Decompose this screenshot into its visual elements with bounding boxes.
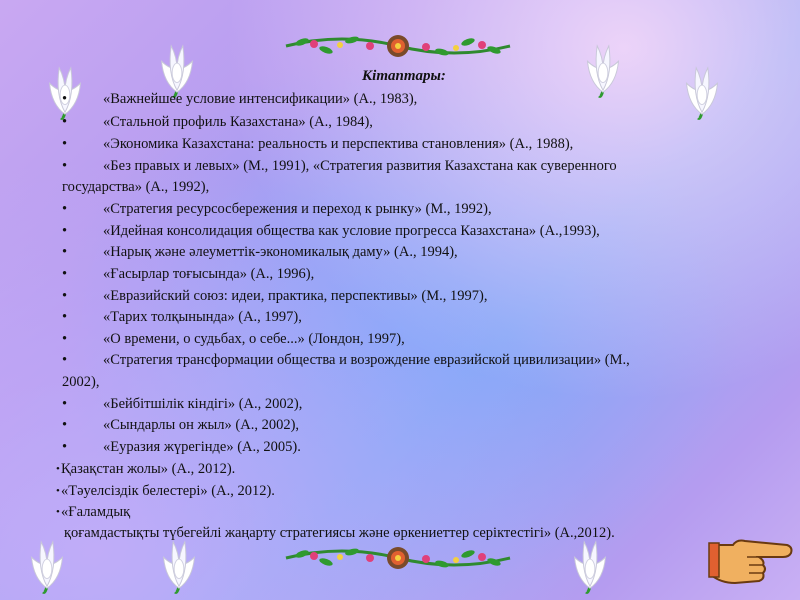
list-item-continuation: государства» (А., 1992), [62, 179, 210, 195]
bullet-icon: • [62, 114, 68, 130]
list-item: «Идейная консолидация общества как условие прогресса Казахстана» (А.,1993), [103, 223, 600, 239]
list-item: «Нарық және әлеуметтік-экономикалық даму» (А., 1994), [103, 244, 458, 260]
list-item: «Экономика Казахстана: реальность и перспектива становления» (А., 1988), [103, 136, 574, 152]
bullet-icon: • [56, 485, 60, 497]
list-item: «Стальной профиль Казахстана» (А., 1984), [103, 114, 373, 130]
list-item: «Важнейшее условие интенсификации» (А., 1983), [103, 91, 418, 107]
list-item: Қазақстан жолы» (А., 2012). [61, 461, 236, 477]
list-item-continuation: 2002), [62, 374, 100, 390]
bullet-icon: • [62, 396, 68, 412]
bullet-icon: • [56, 506, 60, 518]
bullet-icon: • [62, 352, 68, 368]
bullet-icon: • [62, 201, 68, 217]
bullet-icon: • [62, 91, 68, 107]
bullet-icon: • [62, 288, 68, 304]
bullet-icon: • [56, 463, 60, 475]
list-item: «Еуразия жүрегінде» (А., 2005). [103, 439, 301, 455]
bullet-icon: • [62, 158, 68, 174]
bullet-icon: • [62, 223, 68, 239]
list-item: «Ғасырлар тоғысында» (А., 1996), [103, 266, 315, 282]
slide-title: Кітаптары: [362, 68, 446, 84]
bullet-icon: • [62, 309, 68, 325]
list-item: «Тарих толқынында» (А., 1997), [103, 309, 302, 325]
bullet-icon: • [62, 244, 68, 260]
list-item: «Тәуелсіздік белестері» (А., 2012). [61, 483, 275, 499]
bullet-icon: • [62, 439, 68, 455]
list-item-continuation: қоғамдастықты түбегейлі жаңарту стратегиясы және өркениеттер серіктестігі» (А.,2012). [64, 525, 615, 541]
list-item: «Ғаламдық [61, 504, 131, 520]
list-item: «Стратегия трансформации общества и возрождение евразийской цивилизации» (М., [103, 352, 630, 368]
list-item: «Стратегия ресурсосбережения и переход к рынку» (М., 1992), [103, 201, 492, 217]
bullet-icon: • [62, 136, 68, 152]
list-item: «Евразийский союз: идеи, практика, перспективы» (М., 1997), [103, 288, 488, 304]
list-item: «Сындарлы он жыл» (А., 2002), [103, 417, 300, 433]
list-item: «Без правых и левых» (М., 1991), «Стратегия развития Казахстана как суверенного [103, 158, 617, 174]
list-item: «О времени, о судьбах, о себе...» (Лондон, 1997), [103, 331, 405, 347]
bullet-icon: • [62, 331, 68, 347]
bullet-icon: • [62, 417, 68, 433]
list-item: «Бейбітшілік кіндігі» (А., 2002), [103, 396, 303, 412]
bullet-icon: • [62, 266, 68, 282]
